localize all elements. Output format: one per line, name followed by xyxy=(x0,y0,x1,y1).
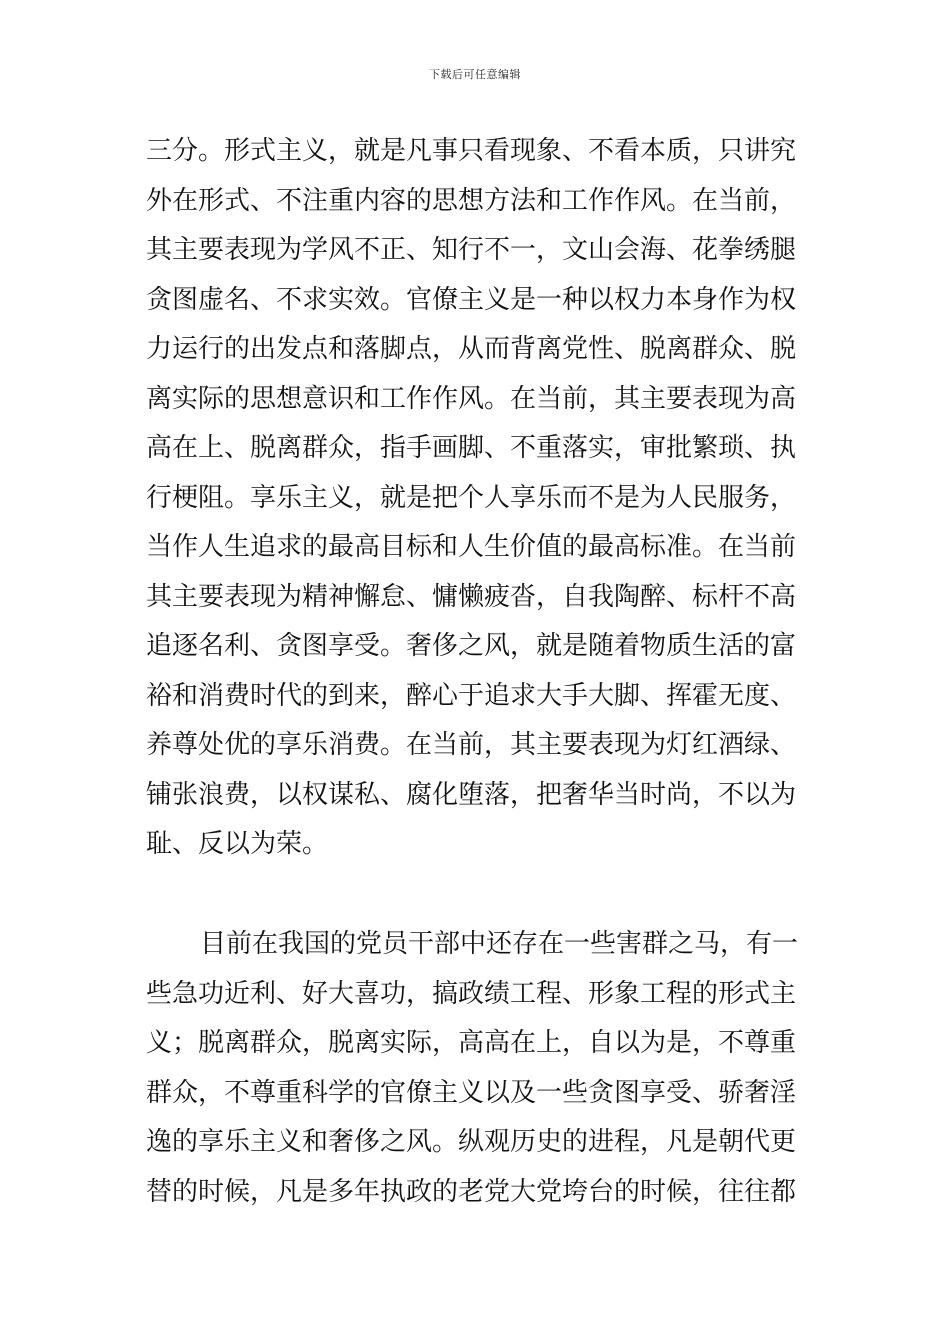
text-line: 目前在我国的党员干部中还存在一些害群之马，有一 xyxy=(200,929,799,959)
text-line: 群众，不尊重科学的官僚主义以及一些贪图享受、骄奢淫 xyxy=(146,1077,797,1108)
text-line: 其主要表现为学风不正、知行不一，文山会海、花拳绣腿 xyxy=(146,235,797,265)
text-line: 裕和消费时代的到来，醉心于追求大手大脚、挥霍无度、 xyxy=(146,680,797,711)
text-line: 其主要表现为精神懈怠、慵懒疲沓，自我陶醉、标杆不高 xyxy=(146,581,797,612)
paragraph-2 xyxy=(146,920,826,1217)
text-line: 追逐名利、贪图享受。奢侈之风，就是随着物质生活的富 xyxy=(146,631,797,661)
text-line: 耻、反以为荣。 xyxy=(146,829,329,859)
text-line: 铺张浪费，以权谋私、腐化堕落，把奢华当时尚，不以为 xyxy=(146,779,797,810)
text-line: 逸的享乐主义和奢侈之风。纵观历史的进程，凡是朝代更 xyxy=(146,1127,797,1157)
text-line: 力运行的出发点和落脚点，从而背离党性、脱离群众、脱 xyxy=(146,334,797,364)
text-line: 行梗阻。享乐主义，就是把个人享乐而不是为人民服务， xyxy=(146,482,797,513)
text-line: 当作人生追求的最高目标和人生价值的最高标准。在当前 xyxy=(146,532,797,562)
text-line: 离实际的思想意识和工作作风。在当前，其主要表现为高 xyxy=(146,383,797,414)
text-line: 贪图虚名、不求实效。官僚主义是一种以权力本身作为权 xyxy=(146,284,797,315)
text-line: 养尊处优的享乐消费。在当前，其主要表现为灯红酒绿、 xyxy=(146,730,797,760)
text-line: 义；脱离群众，脱离实际，高高在上，自以为是，不尊重 xyxy=(146,1028,797,1058)
page-header: 下载后可任意编辑 xyxy=(429,68,521,81)
text-line: 外在形式、不注重内容的思想方法和工作作风。在当前， xyxy=(146,185,797,216)
text-line: 替的时候，凡是多年执政的老党大党垮台的时候，往往都 xyxy=(146,1176,797,1207)
text-line: 高在上、脱离群众，指手画脚、不重落实，审批繁琐、执 xyxy=(146,433,797,463)
paragraph-1 xyxy=(146,127,826,870)
text-line: 三分。形式主义，就是凡事只看现象、不看本质，只讲究 xyxy=(146,136,797,166)
text-line: 些急功近利、好大喜功，搞政绩工程、形象工程的形式主 xyxy=(146,978,797,1009)
